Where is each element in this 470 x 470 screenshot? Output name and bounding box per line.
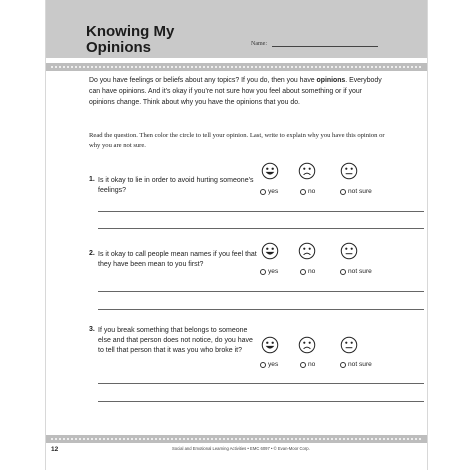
question-text: If you break something that belongs to someone else and that person does not notice, do you have to tell that person that it was you who broke it?: [98, 327, 253, 354]
option-no[interactable]: [300, 188, 315, 195]
instructions: Read the question. Then color the circle to tell your opinion. Last, write to explain why you have this opinion or why you are not sure.: [89, 132, 385, 149]
radio-circle-no[interactable]: [300, 362, 306, 368]
option-yes[interactable]: [260, 188, 278, 195]
question-text: Is it okay to lie in order to avoid hurting someone’s feelings?: [98, 177, 254, 194]
page-header: [46, 0, 427, 58]
face-row: [261, 242, 421, 262]
smiley-face-icon: [261, 242, 279, 260]
face-row: [261, 162, 421, 182]
radio-circle-yes[interactable]: [260, 269, 266, 275]
option-no[interactable]: [300, 268, 315, 275]
option-yes[interactable]: [260, 361, 278, 368]
worksheet-page: [45, 0, 428, 470]
option-row: [260, 361, 420, 371]
radio-circle-not-sure[interactable]: [340, 189, 346, 195]
answer-line[interactable]: [98, 228, 424, 229]
radio-circle-not-sure[interactable]: [340, 269, 346, 275]
option-no[interactable]: [300, 361, 315, 368]
page-number: 12: [51, 446, 59, 453]
neutral-face-icon: [340, 336, 358, 354]
question-number: 3.: [89, 326, 95, 333]
radio-circle-yes[interactable]: [260, 362, 266, 368]
frowning-face-icon: [298, 162, 316, 180]
footer-credit: Social and Emotional Learning Activities • EMC 6097 • © Evan-Moor Corp.: [172, 446, 310, 451]
smiley-face-icon: [261, 162, 279, 180]
intro-text-end: . Everybody can have opinions. And it’s okay if you’re not sure how you feel about something or if your opinions change. Think about why you have the opinions that you do.: [89, 77, 382, 106]
neutral-face-icon: [340, 162, 358, 180]
option-not-sure[interactable]: [340, 361, 372, 368]
neutral-face-icon: [340, 242, 358, 260]
option-label-not-sure: not sure: [348, 268, 372, 275]
frowning-face-icon: [298, 336, 316, 354]
radio-circle-no[interactable]: [300, 269, 306, 275]
option-label-yes: yes: [268, 268, 279, 275]
name-label: Name:: [251, 41, 267, 47]
option-not-sure[interactable]: [340, 188, 372, 195]
decorative-strip-top: [46, 63, 427, 71]
answer-line[interactable]: [98, 291, 424, 292]
answer-line[interactable]: [98, 309, 424, 310]
option-label-yes: yes: [268, 188, 279, 195]
option-row: [260, 268, 420, 278]
intro-bold-term: opinions: [316, 77, 346, 84]
radio-circle-yes[interactable]: [260, 189, 266, 195]
option-label-not-sure: not sure: [348, 188, 372, 195]
name-write-line[interactable]: [272, 46, 378, 47]
question-text: Is it okay to call people mean names if you feel that they have been mean to you first?: [98, 251, 257, 268]
option-label-no: no: [308, 361, 316, 368]
radio-circle-no[interactable]: [300, 189, 306, 195]
page-title: Knowing My Opinions: [86, 23, 175, 56]
frowning-face-icon: [298, 242, 316, 260]
option-not-sure[interactable]: [340, 268, 372, 275]
answer-line[interactable]: [98, 383, 424, 384]
option-label-no: no: [308, 268, 316, 275]
question-number: 1.: [89, 176, 95, 183]
option-label-no: no: [308, 188, 316, 195]
radio-circle-not-sure[interactable]: [340, 362, 346, 368]
smiley-face-icon: [261, 336, 279, 354]
intro-paragraph: [89, 75, 387, 108]
option-row: [260, 188, 420, 198]
answer-line[interactable]: [98, 401, 424, 402]
question-number: 2.: [89, 250, 95, 257]
option-label-yes: yes: [268, 361, 279, 368]
option-yes[interactable]: [260, 268, 278, 275]
face-row: [261, 336, 421, 356]
answer-line[interactable]: [98, 211, 424, 212]
decorative-strip-bottom: [46, 435, 427, 443]
intro-text-start: Do you have feelings or beliefs about any topics? If you do, then you have: [89, 77, 317, 84]
option-label-not-sure: not sure: [348, 361, 372, 368]
